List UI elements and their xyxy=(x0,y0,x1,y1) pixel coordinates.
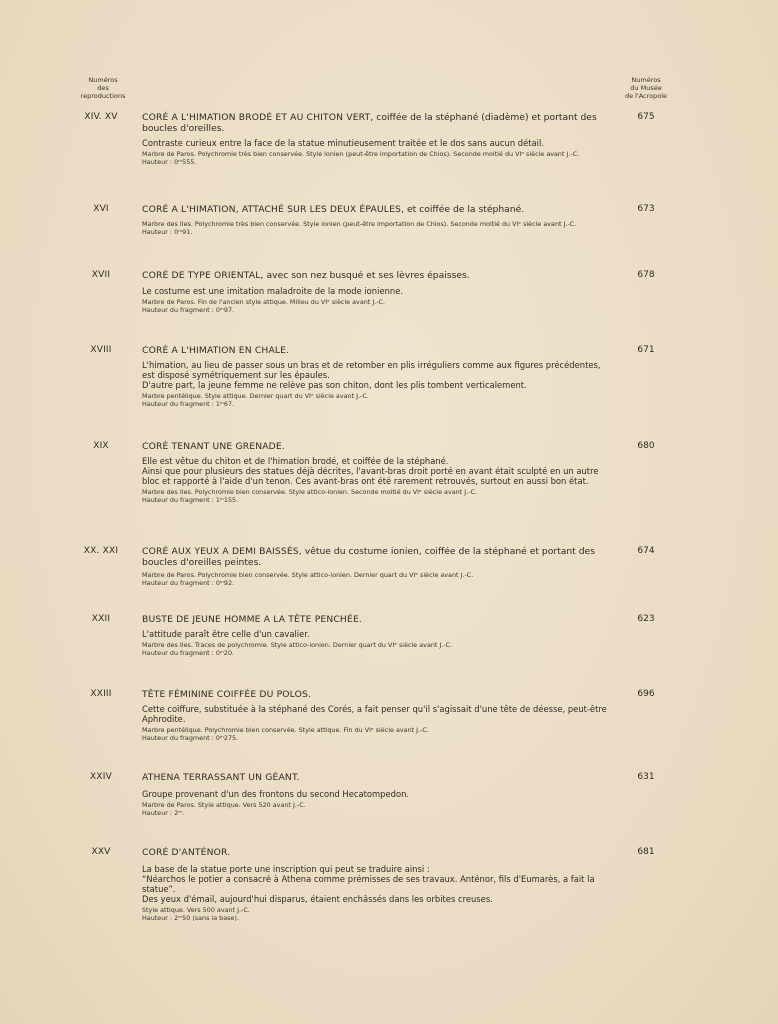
entry-title xyxy=(142,847,608,858)
header-left-line: reproductions xyxy=(80,92,126,100)
entry-body xyxy=(142,345,608,408)
museum-number: 675 xyxy=(637,112,655,122)
entry-description: L'himation, au lieu de passer sous un bras et de retomber en plis irréguliers comme aux figures précédentes, est disposé symétriquement sur les épaules. xyxy=(142,360,601,380)
entry-title-rest: vêtue du costume ionien, coiffée de la stéphané et portant des boucles d'oreilles peintes. xyxy=(142,546,595,568)
entry-title-caps: CORÉ A L'HIMATION BRODÉ ET AU CHITON VERT, xyxy=(142,112,374,123)
entry-title-caps: ATHENA TERRASSANT UN GÉANT. xyxy=(142,772,300,783)
entry-title xyxy=(142,546,608,568)
plate-number: XIV. XV xyxy=(84,112,118,122)
entry-body xyxy=(142,689,608,742)
entry-height: Hauteur du fragment : 0ᵐ97. xyxy=(142,305,235,314)
entry-description: D'autre part, la jeune femme ne relève pas son chiton, dont les plis tombent verticalement. xyxy=(142,380,527,390)
entry-body xyxy=(142,270,608,314)
entry-title xyxy=(142,689,608,700)
entry-title xyxy=(142,441,608,452)
museum-number: 674 xyxy=(637,546,655,556)
entry-body xyxy=(142,204,608,236)
entry-description: La base de la statue porte une inscription qui peut se traduire ainsi : xyxy=(142,864,430,874)
entry-title xyxy=(142,112,608,134)
entry-technical: Marbre pentélique. Style attique. Dernier quart du VIᵉ siècle avant J.-C. xyxy=(142,392,369,400)
entry-height: Hauteur : 2ᵐ. xyxy=(142,808,185,817)
entry-height: Hauteur : 0ᵐ555. xyxy=(142,157,197,166)
entry-height: Hauteur du fragment : 0ᵐ92. xyxy=(142,578,235,587)
entry-body xyxy=(142,847,608,922)
entry-title-rest: coiffée de la stéphané (diadème) et portant des boucles d'oreilles. xyxy=(142,112,597,134)
header-museum-numbers xyxy=(614,76,678,100)
entry-body xyxy=(142,614,608,657)
entry-height: Hauteur du fragment : 1ᵐ67. xyxy=(142,399,235,408)
entry-title xyxy=(142,614,608,625)
header-right-line: du Musée xyxy=(630,84,662,92)
entry-technical: Marbre de Paros. Style attique. Vers 520 avant J.-C. xyxy=(142,801,306,809)
entry-inscription: “Néarchos le potier a consacré à Athena comme prémisses de ses travaux. Anténor, fils d'Eumarès, a fait la statue”. xyxy=(142,874,595,894)
museum-number: 623 xyxy=(637,614,655,624)
entry-description: Ainsi que pour plusieurs des statues déjà décrites, l'avant-bras droit porté en avant était sculpté en un autre bloc et rapporté à l'aide d'un tenon. Ces avant-bras ont été rarement retrouvés, surtout en aussi bon état. xyxy=(142,466,599,486)
entry-height: Hauteur : 2ᵐ50 (sans la base). xyxy=(142,913,239,922)
entry-title-caps: CORÉ D'ANTÉNOR. xyxy=(142,847,231,858)
museum-number: 673 xyxy=(637,204,655,214)
header-left-line: Numéros xyxy=(88,76,118,84)
header-right-line: de l'Acropole xyxy=(624,92,668,100)
plate-number: XX. XXI xyxy=(83,546,119,556)
entry-description: Groupe provenant d'un des frontons du second Hecatompedon. xyxy=(142,789,410,799)
museum-number: 678 xyxy=(637,270,655,280)
museum-number: 631 xyxy=(637,772,655,782)
museum-number: 680 xyxy=(637,441,655,451)
entry-technical: Marbre de Paros. Polychromie très bien conservée. Style ionien (peut-être importation de Chios). Seconde moitié du VIᵉ siècle avant J.-C. xyxy=(142,150,580,158)
entry-body xyxy=(142,112,608,166)
entry-title-caps: TÊTE FÉMININE COIFFÉE DU POLOS. xyxy=(142,689,312,700)
museum-number: 671 xyxy=(637,345,655,355)
entry-title xyxy=(142,204,608,215)
plate-number: XXIII xyxy=(90,689,112,699)
entry-description: Contraste curieux entre la face de la statue minutieusement traitée et le dos sans aucun détail. xyxy=(142,138,544,148)
entry-title-caps: CORÉ A L'HIMATION EN CHALE. xyxy=(142,345,290,356)
entry-description: L'attitude paraît être celle d'un cavalier. xyxy=(142,629,310,639)
entry-technical: Marbre de Paros. Fin de l'ancien style attique. Milieu du VIᵉ siècle avant J.-C. xyxy=(142,298,386,306)
entry-title-caps: CORÉ TENANT UNE GRENADE. xyxy=(142,441,285,452)
entry-title xyxy=(142,345,608,356)
plate-number: XIX xyxy=(93,441,109,451)
entry-description: Elle est vêtue du chiton et de l'himation brodé, et coiffée de la stéphané. xyxy=(142,456,449,466)
plate-number: XVII xyxy=(91,270,111,280)
plate-number: XXII xyxy=(91,614,111,624)
plate-number: XXIV xyxy=(90,772,112,782)
entry-description: Cette coiffure, substituée à la stéphané des Corés, a fait penser qu'il s'agissait d'une tête de déesse, peut-être Aphrodite. xyxy=(142,704,607,724)
entry-technical: Marbre des Iles. Polychromie très bien conservée. Style ionien (peut-être importation de Chios). Seconde moitié du VIᵉ siècle avant J.-C. xyxy=(142,220,577,228)
entry-height: Hauteur : 0ᵐ91. xyxy=(142,227,193,236)
entry-technical: Style attique. Vers 500 avant J.-C. xyxy=(142,906,250,914)
entry-title-caps: CORÉ DE TYPE ORIENTAL, xyxy=(142,270,264,281)
entry-technical: Marbre des Iles. Traces de polychromie. Style attico-ionien. Dernier quart du VIᵉ siècle avant J.-C. xyxy=(142,641,453,649)
entry-body xyxy=(142,546,608,587)
entry-technical: Marbre pentélique. Polychromie bien conservée. Style attique. Fin du VIᵉ siècle avant J.-C. xyxy=(142,726,429,734)
museum-number: 696 xyxy=(637,689,655,699)
entry-title-rest: avec son nez busqué et ses lèvres épaisses. xyxy=(263,270,470,281)
entry-body xyxy=(142,772,608,817)
plate-number: XVIII xyxy=(90,345,112,355)
entry-title xyxy=(142,270,608,281)
entry-title-caps: BUSTE DE JEUNE HOMME A LA TÊTE PENCHÉE. xyxy=(142,614,362,625)
plate-number: XVI xyxy=(93,204,109,214)
entry-technical: Marbre de Paros. Polychromie bien conservée. Style attico-ionien. Dernier quart du VIᵉ siècle avant J.-C. xyxy=(142,571,474,579)
entry-description: Des yeux d'émail, aujourd'hui disparus, étaient enchâssés dans les orbites creuses. xyxy=(142,894,493,904)
header-left-line: des xyxy=(97,84,109,92)
entry-height: Hauteur du fragment : 0ᵐ20. xyxy=(142,648,235,657)
entry-body xyxy=(142,441,608,504)
entry-title-rest: et coiffée de la stéphané. xyxy=(404,204,525,215)
entry-description: Le costume est une imitation maladroite de la mode ionienne. xyxy=(142,286,404,296)
entry-technical: Marbre des Iles. Polychromie bien conservée. Style attico-ionien. Seconde moitié du VIᵉ siècle avant J.-C. xyxy=(142,488,477,496)
entry-height: Hauteur du fragment : 1ᵐ155. xyxy=(142,495,239,504)
plate-number: XXV xyxy=(91,847,111,857)
entry-height: Hauteur du fragment : 0ᵐ275. xyxy=(142,733,239,742)
entry-title-caps: CORÉ A L'HIMATION, ATTACHÉ SUR LES DEUX ÉPAULES, xyxy=(142,204,405,215)
header-right-line: Numéros xyxy=(631,76,661,84)
museum-number: 681 xyxy=(637,847,655,857)
header-reproduction-numbers xyxy=(68,76,138,100)
entry-title xyxy=(142,772,608,783)
entry-title-caps: CORÉ AUX YEUX A DEMI BAISSÉS, xyxy=(142,546,302,557)
